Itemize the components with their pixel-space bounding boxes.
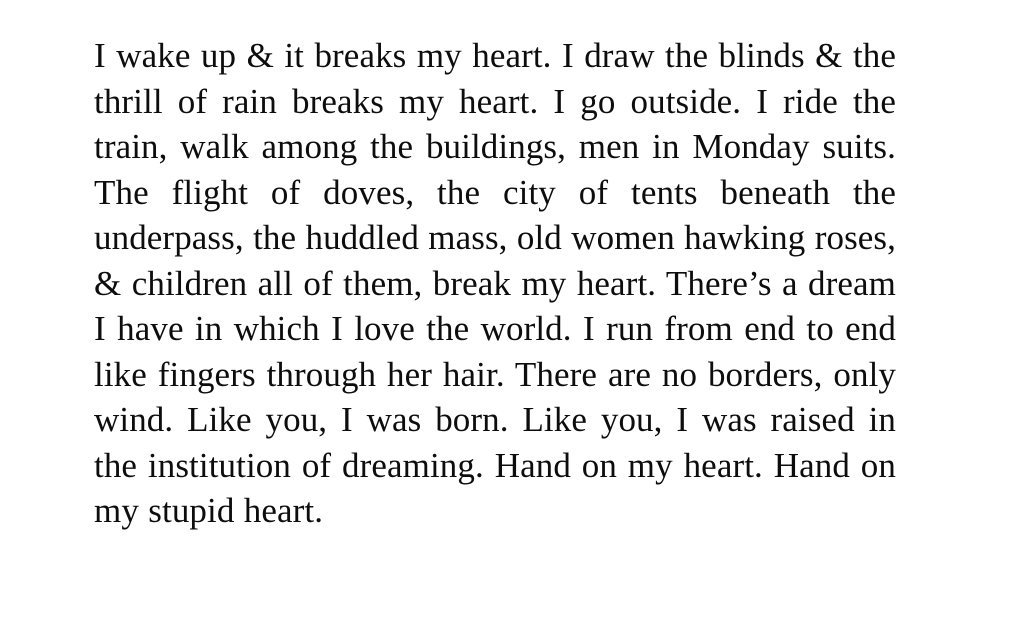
poem-text-block — [94, 33, 896, 534]
poem-paragraph: I wake up & it breaks my heart. I draw the blinds & the thrill of rain breaks my heart. I go outside. I ride the train, walk among the buildings, men in Monday suits. The flight of doves, the city of tents beneath the underpass, the huddled mass, old women hawking roses, & children all of them, break my heart. There’s a dream I have in which I love the world. I run from end to end like fingers through her hair. There are no borders, only wind. Like you, I was born. Like you, I was raised in the institution of dreaming. Hand on my heart. Hand on my stupid heart. — [94, 36, 897, 530]
